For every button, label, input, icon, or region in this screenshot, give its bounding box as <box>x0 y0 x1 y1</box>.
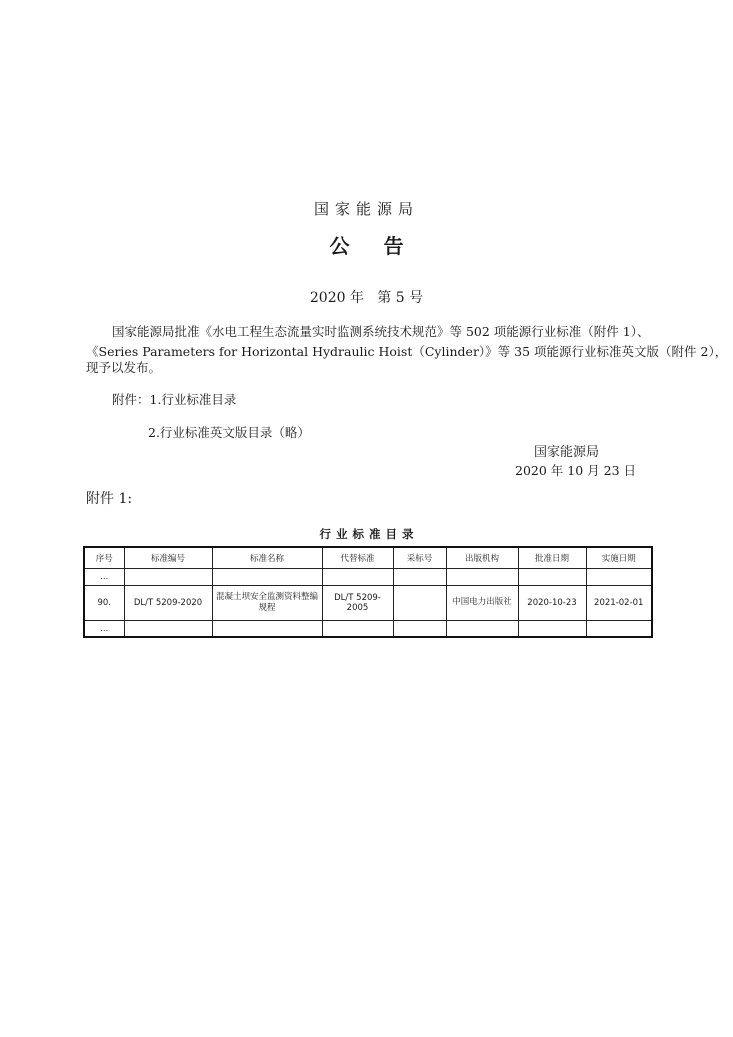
notice-title: 公告 <box>329 234 438 258</box>
column-header: 实施日期 <box>586 547 652 568</box>
ellipsis-cell: … <box>84 568 124 585</box>
column-header: 采标号 <box>393 547 446 568</box>
table-header-row <box>84 547 652 568</box>
document-number: 2020 年 第 5 号 <box>309 290 424 306</box>
column-header: 序号 <box>84 547 124 568</box>
column-header: 批准日期 <box>518 547 586 568</box>
attachments-line-1: 附件：1.行业标准目录 <box>112 392 237 407</box>
issuing-agency: 国家能源局 <box>313 200 419 218</box>
column-header: 出版机构 <box>446 547 518 568</box>
row-index: 90. <box>84 585 124 620</box>
paragraph-line-2: 《Series Parameters for Horizontal Hydraulic Hoist（Cylinder）》等 35 项能源行业标准英文版（附件 2）， <box>86 344 728 359</box>
column-header: 代替标准 <box>322 547 393 568</box>
row-replaced-standard: DL/T 5209-2005 <box>322 585 393 620</box>
row-approval-date: 2020-10-23 <box>518 585 586 620</box>
attachment-1-label: 附件 1: <box>86 491 133 507</box>
column-header: 标准名称 <box>212 547 322 568</box>
row-standard-number: DL/T 5209-2020 <box>124 585 212 620</box>
table-row <box>84 585 652 620</box>
table-row <box>84 568 652 585</box>
signature-agency: 国家能源局 <box>534 445 600 460</box>
signature-date: 2020 年 10 月 23 日 <box>515 463 636 478</box>
column-header: 标准编号 <box>124 547 212 568</box>
row-effective-date: 2021-02-01 <box>586 585 652 620</box>
paragraph-line-1: 国家能源局批准《水电工程生态流量实时监测系统技术规范》等 502 项能源行业标准（附件 1）、 <box>112 324 650 339</box>
row-standard-name: 混凝土坝安全监测资料整编规程 <box>212 585 322 620</box>
paragraph-line-3: 现予以发布。 <box>86 360 162 375</box>
table-row <box>84 620 652 637</box>
table-title: 行业标准目录 <box>319 527 419 541</box>
attachments-line-2: 2.行业标准英文版目录（略） <box>148 425 310 440</box>
row-adopted-number <box>393 585 446 620</box>
ellipsis-cell: … <box>84 620 124 637</box>
standards-catalog-table <box>83 546 653 638</box>
row-publisher: 中国电力出版社 <box>446 585 518 620</box>
